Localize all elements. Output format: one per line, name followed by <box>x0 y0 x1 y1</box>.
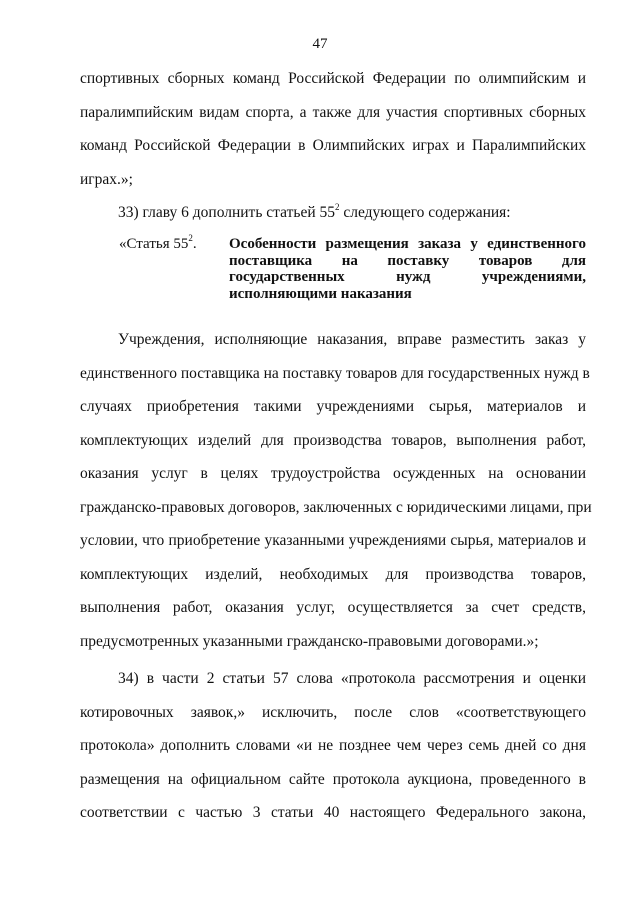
title-line: Особенности размещения заказа у единственного <box>229 236 586 252</box>
text-line: единственного поставщика на поставку товаров для государственных нужд в <box>80 364 590 382</box>
text-line: комплектующих изделий для производства товаров, выполнения работ, <box>80 431 586 449</box>
article-title <box>229 236 586 302</box>
text-line: размещения на официальном сайте протокола аукциона, проведенного в <box>80 770 586 788</box>
item-33-text-end: следующего содержания: <box>339 204 511 221</box>
title-line: государственных нужд учреждениями, <box>229 269 586 285</box>
text-line: случаях приобретения такими учреждениями сырья, материалов и <box>80 398 586 415</box>
paragraph-continuation <box>80 62 586 196</box>
item-33-text: 33) главу 6 дополнить статьей 55 <box>118 204 335 221</box>
text-line: условии, что приобретение указанными учреждениями сырья, материалов и <box>80 532 586 549</box>
text-line <box>80 196 586 230</box>
item-34 <box>80 662 586 830</box>
text-line: комплектующих изделий, необходимых для производства товаров, <box>80 565 586 583</box>
text-line: котировочных заявок,» исключить, после слов «соответствующего <box>80 703 586 721</box>
text-line: соответствии с частью 3 статьи 40 настоящего Федерального закона, <box>80 804 586 821</box>
superscript: 2 <box>188 233 193 243</box>
text-line: команд Российской Федерации в Олимпийских играх и Паралимпийских <box>80 137 586 154</box>
text-line: гражданско-правовых договоров, заключенных с юридическими лицами, при <box>80 498 592 516</box>
text-line: выполнения работ, оказания услуг, осуществляется за счет средств, <box>80 599 586 616</box>
item-33 <box>80 196 586 230</box>
text-line: предусмотренных указанными гражданско-правовыми договорами.»; <box>80 632 539 650</box>
text-line: Учреждения, исполняющие наказания, вправе разместить заказ у <box>118 331 586 348</box>
page-number: 47 <box>312 36 328 52</box>
title-line: поставщика на поставку товаров для <box>229 252 586 269</box>
article-label-text: «Статья 55 <box>119 236 189 252</box>
text-line: 34) в части 2 статьи 57 слова «протокола рассмотрения и оценки <box>118 670 586 687</box>
text-line: играх.»; <box>80 170 133 188</box>
title-line: исполняющими наказания <box>229 285 412 302</box>
article-body-paragraph <box>80 323 592 658</box>
article-label-dot: . <box>192 236 197 252</box>
text-line: паралимпийским видам спорта, а также для участия спортивных сборных <box>80 103 586 121</box>
text-line: спортивных сборных команд Российской Федерации по олимпийским и <box>80 70 586 87</box>
article-label <box>119 233 197 253</box>
text-line: протокола» дополнить словами «и не позднее чем через семь дней со дня <box>80 737 586 754</box>
text-line: оказания услуг в целях трудоустройства осужденных на основании <box>80 465 586 482</box>
superscript: 2 <box>335 201 340 212</box>
